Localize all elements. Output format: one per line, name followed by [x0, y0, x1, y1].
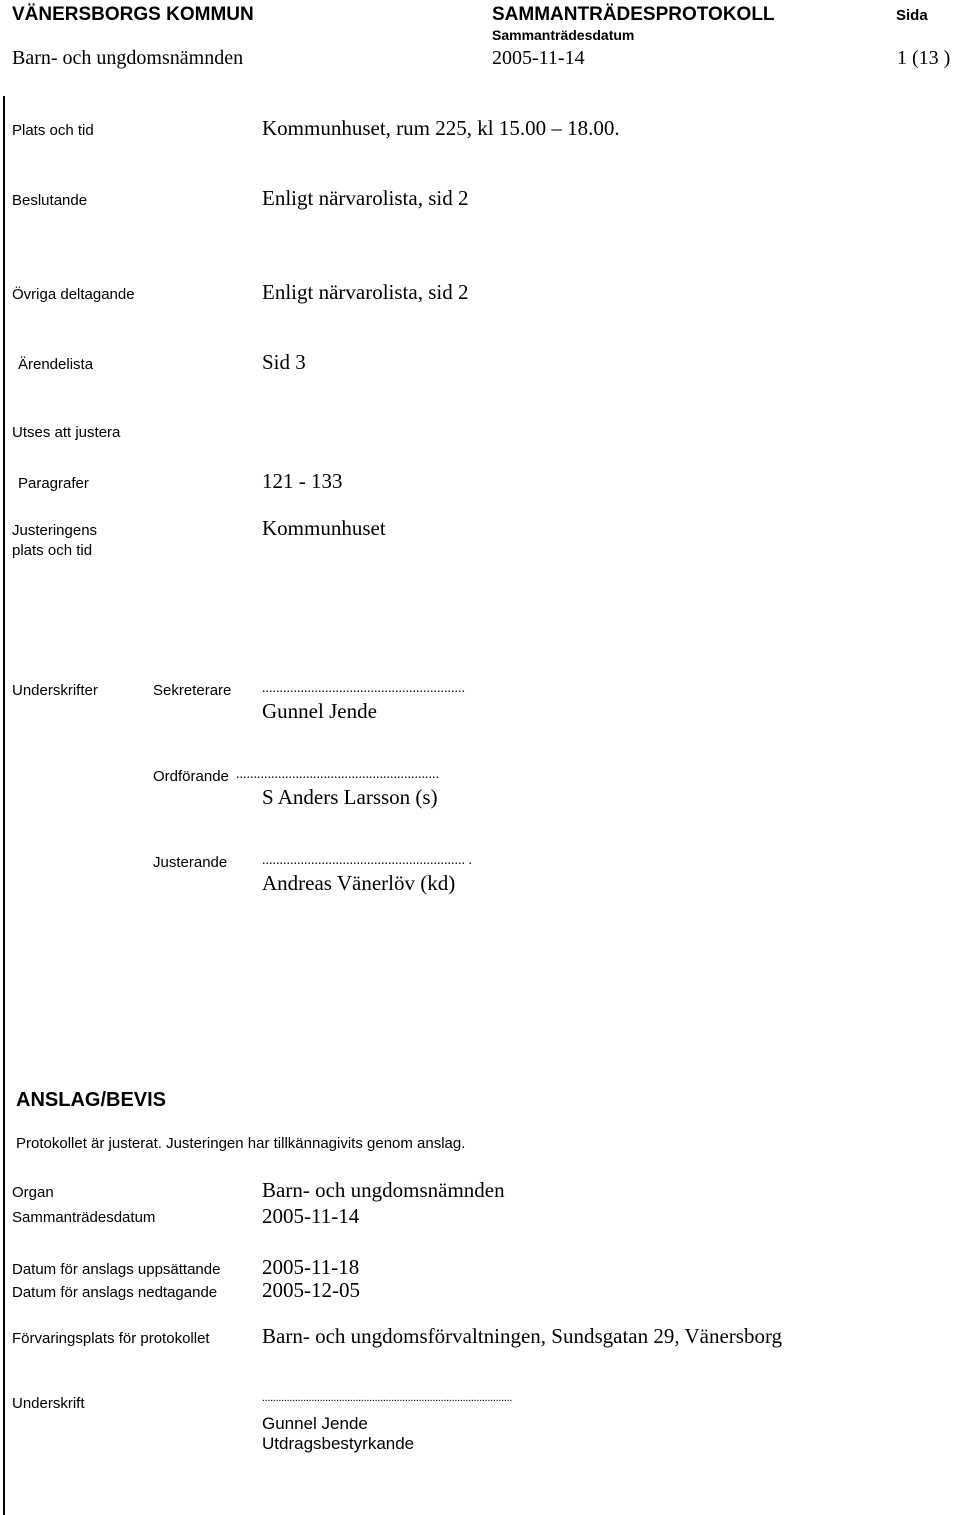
uppsattande-value: 2005-11-18: [262, 1255, 360, 1279]
document-type: SAMMANTRÄDESPROTOKOLL: [492, 4, 775, 25]
plats-label: Plats och tid: [12, 122, 94, 139]
plats-value: Kommunhuset, rum 225, kl 15.00 – 18.00.: [262, 116, 620, 140]
ordforande-signature-line: ..........................................................: [236, 767, 439, 782]
committee-name: Barn- och ungdomsnämnden: [12, 47, 244, 69]
paragrafer-label: Paragrafer: [18, 475, 89, 492]
arendelista-label: Ärendelista: [18, 356, 94, 373]
underskrift-role: Utdragsbestyrkande: [262, 1434, 415, 1453]
justering-value: Kommunhuset: [262, 516, 386, 540]
meeting-date: 2005-11-14: [492, 47, 585, 69]
organ-value: Barn- och ungdomsnämnden: [262, 1178, 505, 1202]
anslag-datum-label: Sammanträdesdatum: [12, 1209, 156, 1226]
justering-label-line2: plats och tid: [12, 542, 93, 559]
justerande-name: Andreas Vänerlöv (kd): [262, 871, 456, 895]
anslag-title: ANSLAG/BEVIS: [16, 1089, 167, 1111]
beslutande-value: Enligt närvarolista, sid 2: [262, 186, 469, 210]
underskrift-name: Gunnel Jende: [262, 1414, 368, 1433]
ovriga-value: Enligt närvarolista, sid 2: [262, 280, 469, 304]
utses-label: Utses att justera: [12, 424, 121, 441]
municipality-name: VÄNERSBORGS KOMMUN: [12, 4, 254, 25]
underskrift-label: Underskrift: [12, 1395, 85, 1412]
ordforande-name: S Anders Larsson (s): [262, 785, 438, 809]
arendelista-value: Sid 3: [262, 350, 306, 374]
ordforande-label: Ordförande: [153, 768, 229, 785]
justerande-signature-line: .......................................................... .: [262, 853, 472, 868]
nedtagande-value: 2005-12-05: [262, 1278, 360, 1302]
anslag-datum-value: 2005-11-14: [262, 1204, 360, 1228]
justering-label-line1: Justeringens: [12, 522, 98, 539]
beslutande-label: Beslutande: [12, 192, 88, 209]
sekreterare-name: Gunnel Jende: [262, 699, 377, 723]
organ-label: Organ: [12, 1184, 54, 1201]
page-label: Sida: [896, 7, 928, 24]
sekreterare-label: Sekreterare: [153, 682, 232, 699]
uppsattande-label: Datum för anslags uppsättande: [12, 1261, 221, 1278]
sekreterare-signature-line: ..........................................................: [262, 681, 465, 696]
anslag-text: Protokollet är justerat. Justeringen har tillkännagivits genom anslag.: [16, 1135, 466, 1152]
forvaring-label: Förvaringsplats för protokollet: [12, 1330, 210, 1347]
left-margin-rule: [3, 96, 5, 1515]
forvaring-value: Barn- och ungdomsförvaltningen, Sundsgatan 29, Vänersborg: [262, 1324, 783, 1348]
date-label: Sammanträdesdatum: [492, 27, 635, 43]
paragrafer-value: 121 - 133: [262, 469, 343, 493]
justerande-label: Justerande: [153, 854, 228, 871]
nedtagande-label: Datum för anslags nedtagande: [12, 1284, 218, 1301]
page-number: 1 (13 ): [897, 47, 951, 69]
underskrifter-label: Underskrifter: [12, 682, 98, 699]
underskrift-signature-line: ...........................................................................................: [262, 1392, 513, 1404]
ovriga-label: Övriga deltagande: [12, 286, 135, 303]
